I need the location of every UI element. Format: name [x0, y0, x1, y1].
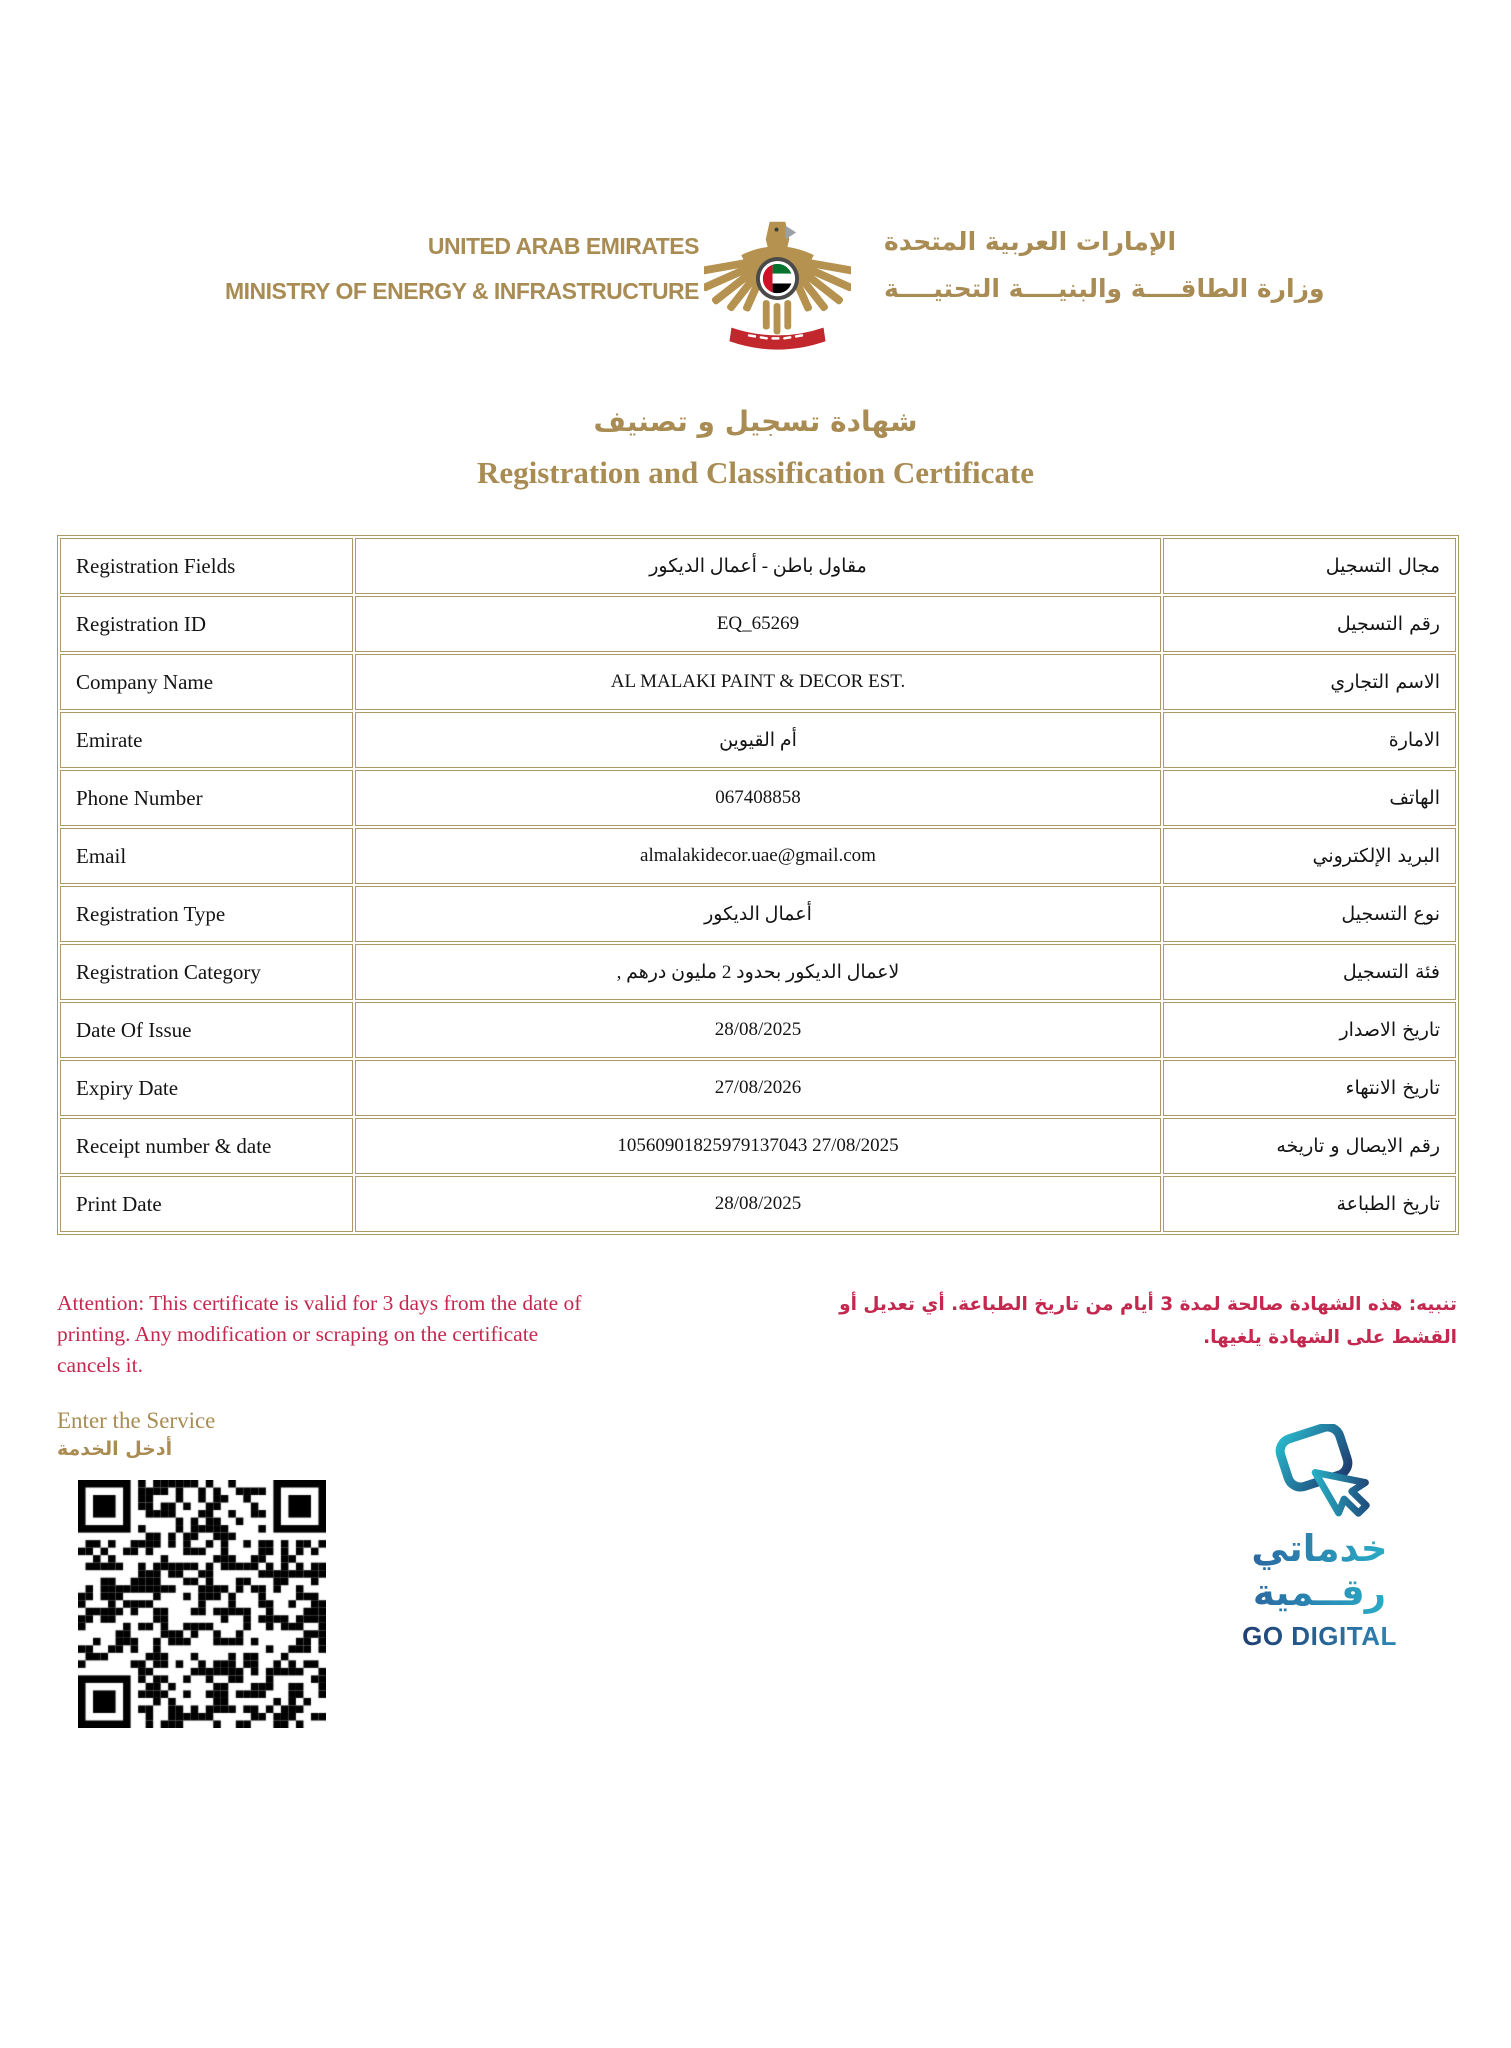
- certificate-title-arabic: شهادة تسجيل و تصنيف: [593, 405, 918, 438]
- field-value: 067408858: [355, 770, 1160, 826]
- go-digital-arabic-text: خدماتي رقــمية: [1232, 1527, 1407, 1615]
- field-value: AL MALAKI PAINT & DECOR EST.: [355, 654, 1160, 710]
- field-label-ar: الهاتف: [1163, 770, 1456, 826]
- ministry-name-arabic: [884, 218, 1325, 312]
- field-label-en: Phone Number: [60, 770, 353, 826]
- table-row-registration-category: [60, 944, 1456, 1000]
- qr-code: [78, 1480, 326, 1728]
- field-label-ar: نوع التسجيل: [1163, 886, 1456, 942]
- field-label-en: Company Name: [60, 654, 353, 710]
- certificate-title-english: Registration and Classification Certificate: [476, 455, 1035, 490]
- field-value: 28/08/2025: [355, 1002, 1160, 1058]
- field-label-en: Date Of Issue: [60, 1002, 353, 1058]
- table-row-print-date: [60, 1176, 1456, 1232]
- table-row-registration-id: [60, 596, 1456, 652]
- ministry-en-line1: UNITED ARAB EMIRATES: [427, 233, 699, 259]
- field-label-ar: تاريخ الاصدار: [1163, 1002, 1456, 1058]
- field-label-ar: البريد الإلكتروني: [1163, 828, 1456, 884]
- field-label-en: Registration ID: [60, 596, 353, 652]
- field-label-en: Expiry Date: [60, 1060, 353, 1116]
- field-label-ar: مجال التسجيل: [1163, 538, 1456, 594]
- enter-service-label-english: Enter the Service: [57, 1408, 216, 1433]
- table-row-date-of-issue: [60, 1002, 1456, 1058]
- field-label-en: Registration Type: [60, 886, 353, 942]
- field-label-ar: تاريخ الانتهاء: [1163, 1060, 1456, 1116]
- table-row-registration-fields: [60, 538, 1456, 594]
- attention-notice-english: Attention: This certificate is valid for 3 days from the date of printing. Any modification or scraping on the certificate cancels it.: [57, 1291, 582, 1377]
- go-digital-english-text: GO DIGITAL: [1232, 1621, 1407, 1652]
- field-label-ar: الامارة: [1163, 712, 1456, 768]
- ministry-ar-line2: وزارة الطاقــــة والبنيــــة التحتيــــة: [884, 274, 1325, 303]
- field-label-ar: فئة التسجيل: [1163, 944, 1456, 1000]
- field-value: 27/08/2026: [355, 1060, 1160, 1116]
- field-value: لاعمال الديكور بحدود 2 مليون درهم ,: [355, 944, 1160, 1000]
- field-label-en: Print Date: [60, 1176, 353, 1232]
- field-label-en: Registration Category: [60, 944, 353, 1000]
- field-value: almalakidecor.uae@gmail.com: [355, 828, 1160, 884]
- table-row-emirate: [60, 712, 1456, 768]
- uae-falcon-emblem-icon: [704, 210, 851, 355]
- field-value: مقاول باطن - أعمال الديكور: [355, 538, 1160, 594]
- go-digital-click-icon: [1245, 1424, 1395, 1522]
- field-value: أعمال الديكور: [355, 886, 1160, 942]
- table-row-expiry-date: [60, 1060, 1456, 1116]
- ministry-ar-line1: الإمارات العربية المتحدة: [884, 227, 1177, 256]
- attention-notice-arabic: تنبيه: هذه الشهادة صالحة لمدة 3 أيام من تاريخ الطباعة. أي تعديل أو القشط على الشهادة يلغيها.: [839, 1294, 1457, 1348]
- table-row-receipt-number-date: [60, 1118, 1456, 1174]
- field-label-en: Registration Fields: [60, 538, 353, 594]
- field-value: EQ_65269: [355, 596, 1160, 652]
- table-row-phone-number: [60, 770, 1456, 826]
- ministry-en-line2: MINISTRY OF ENERGY & INFRASTRUCTURE: [224, 278, 699, 304]
- field-label-en: Emirate: [60, 712, 353, 768]
- ministry-name-english: [225, 224, 699, 314]
- table-row-email: [60, 828, 1456, 884]
- table-row-registration-type: [60, 886, 1456, 942]
- field-label-ar: تاريخ الطباعة: [1163, 1176, 1456, 1232]
- certificate-table: [57, 535, 1459, 1235]
- table-row-company-name: [60, 654, 1456, 710]
- go-digital-logo: [1232, 1424, 1407, 1652]
- field-label-ar: رقم الايصال و تاريخه: [1163, 1118, 1456, 1174]
- field-value: 28/08/2025: [355, 1176, 1160, 1232]
- field-value: أم القيوين: [355, 712, 1160, 768]
- field-label-ar: رقم التسجيل: [1163, 596, 1456, 652]
- field-label-ar: الاسم التجاري: [1163, 654, 1456, 710]
- enter-service-label-arabic: أدخل الخدمة: [57, 1438, 173, 1460]
- field-value: 10560901825979137043 27/08/2025: [355, 1118, 1160, 1174]
- field-label-en: Receipt number & date: [60, 1118, 353, 1174]
- field-label-en: Email: [60, 828, 353, 884]
